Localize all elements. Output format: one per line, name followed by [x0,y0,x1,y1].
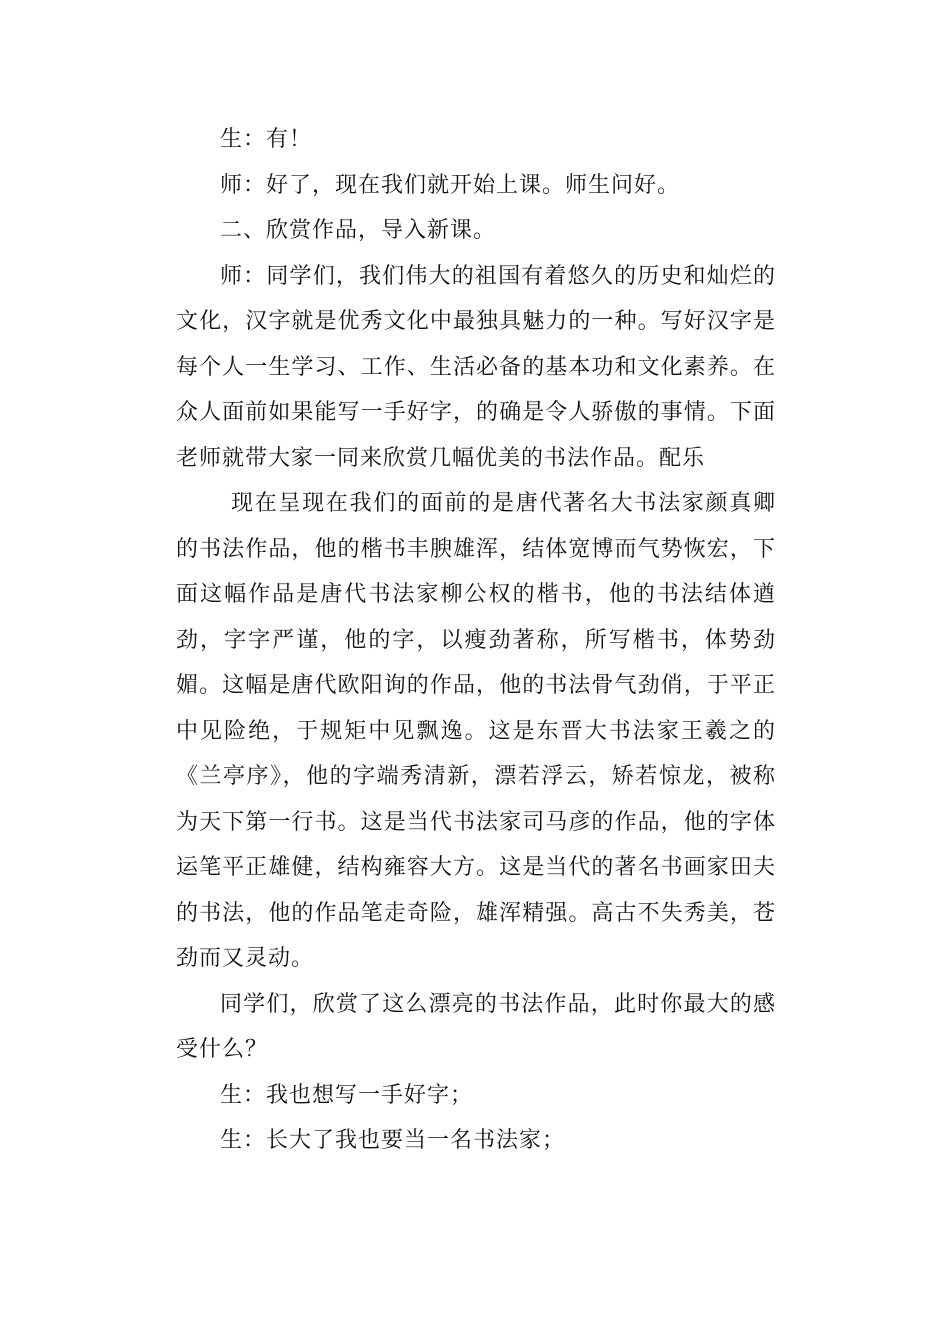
dialogue-student-yes: 生：有！ [220,127,313,152]
question-feelings: 同学们，欣赏了这么漂亮的书法作品，此时你最大的感受什么？ [176,991,776,1062]
dialogue-student-answer-2: 生：长大了我也要当一名书法家； [220,1128,566,1153]
document-body [176,117,776,1164]
paragraph-calligraphy-works: 现在呈现在我们的面前的是唐代著名大书法家颜真卿的书法作品，他的楷书丰腴雄浑，结体宽博而气势恢宏，下面这幅作品是唐代书法家柳公权的楷书，他的书法结体遒劲，字字严谨，他的字，以瘦劲著称，所写楷书，体势劲媚。这幅是唐代欧阳询的作品，他的书法骨气劲俏，于平正中见险绝，于规矩中见飘逸。这是东晋大书法家王羲之的《兰亭序》，他的字端秀清新，漂若浮云，矫若惊龙，被称为天下第一行书。这是当代书法家司马彦的作品，他的字体运笔平正雄健，结构雍容大方。这是当代的著名书画家田夫的书法，他的作品笔走奇险，雄浑精强。高古不失秀美，苍劲而又灵动。 [176,491,776,971]
dialogue-teacher-start-class: 师：好了，现在我们就开始上课。师生问好。 [220,172,681,198]
dialogue-teacher-intro: 师：同学们，我们伟大的祖国有着悠久的历史和灿烂的文化，汉字就是优秀文化中最独具魅力的一种。写好汉字是每个人一生学习、工作、生活必备的基本功和文化素养。在众人面前如果能写一手好字，的确是令人骄傲的事情。下面老师就带大家一同来欣赏几幅优美的书法作品。配乐 [176,263,776,471]
dialogue-student-answer-1: 生：我也想写一手好字； [220,1082,474,1108]
section-heading-appreciate-works: 二、欣赏作品，导入新课。 [220,218,497,243]
